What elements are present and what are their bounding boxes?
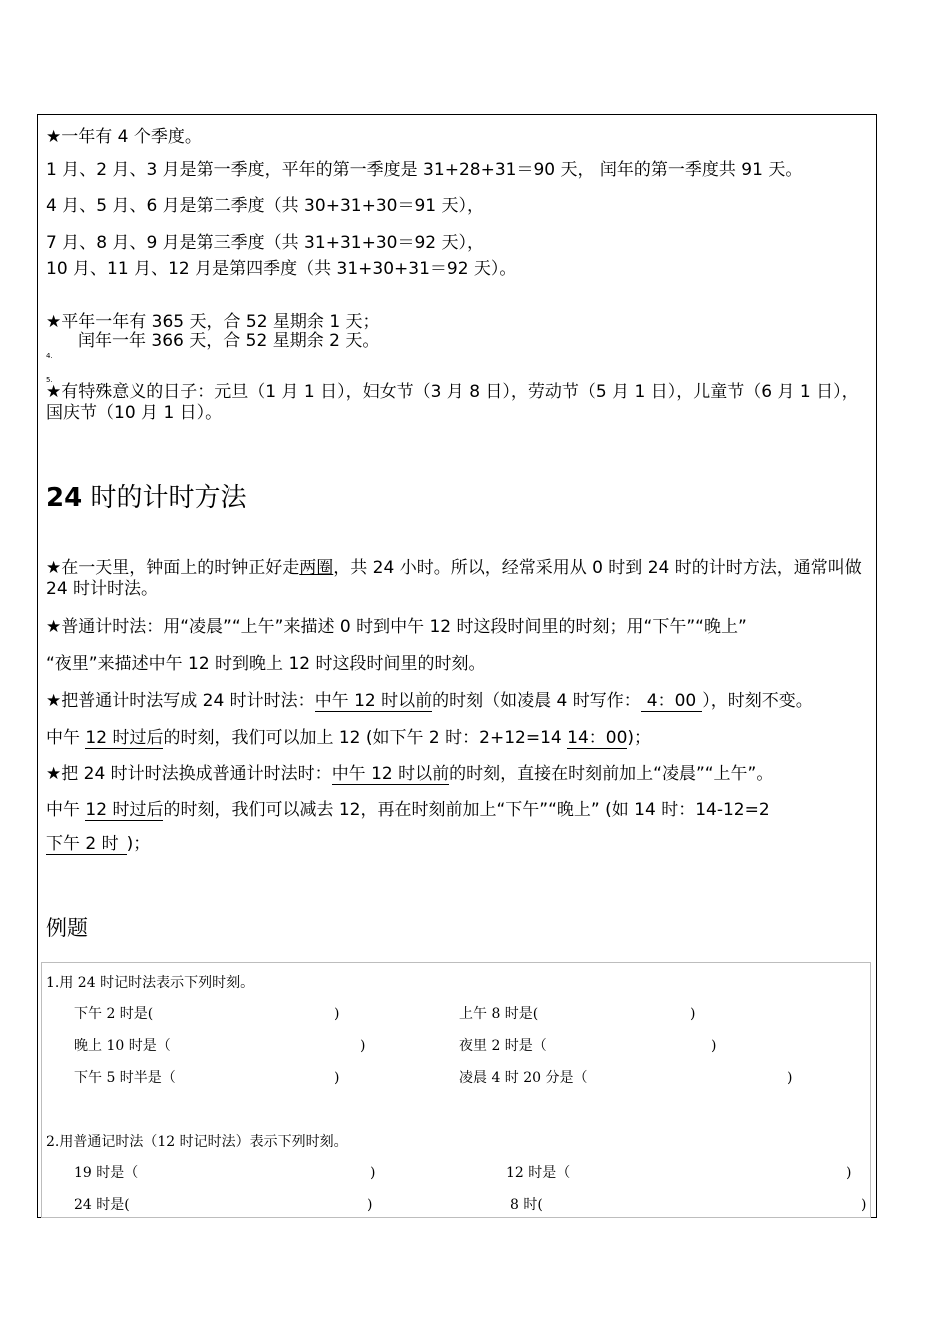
paragraph-example-result: 下午 2 时 )； xyxy=(46,834,151,854)
q2-item-1-close: ) xyxy=(370,1165,376,1181)
q2-item-4: 8 时( xyxy=(510,1197,543,1213)
q1-item-1: 下午 2 时是( xyxy=(74,1006,154,1022)
example-title: 例题 xyxy=(46,916,88,940)
paragraph-convert-to-12h: ★把 24 时计时法换成普通计时法时：中午 12 时以前的时刻，直接在时刻前加上“凌晨”“上午”。 xyxy=(46,764,774,784)
q2-item-2-close: ) xyxy=(846,1165,852,1181)
q1-item-4: 夜里 2 时是（ xyxy=(459,1038,547,1054)
q1-item-2-close: ) xyxy=(690,1006,696,1022)
q2-item-2: 12 时是（ xyxy=(506,1165,571,1181)
season-1: 1 月、2 月、3 月是第一季度，平年的第一季度是 31+28+31＝90 天， 闰年的第一季度共 91 天。 xyxy=(46,160,803,180)
q1-item-5: 下午 5 时半是（ xyxy=(74,1070,176,1086)
paragraph-add-12: 中午 12 时过后的时刻，我们可以加上 12 (如下午 2 时：2+12=14 14：00)； xyxy=(46,728,652,748)
q2-item-4-close: ) xyxy=(861,1197,867,1213)
q2-item-1: 19 时是（ xyxy=(74,1165,139,1181)
paragraph-normal-time-1: ★普通计时法：用“凌晨”“上午”来描述 0 时到中午 12 时这段时间里的时刻；用“下午”“晚上” xyxy=(46,617,747,637)
list-number-5: 5. xyxy=(46,376,53,384)
list-number-4: 4. xyxy=(46,352,53,360)
section-heading: 24 时的计时方法 xyxy=(46,483,247,513)
q1-item-6-close: ) xyxy=(787,1070,793,1086)
season-2: 4 月、5 月、6 月是第二季度（共 30+31+30＝91 天）， xyxy=(46,196,484,216)
q1-item-2: 上午 8 时是( xyxy=(459,1006,539,1022)
q1-item-6: 凌晨 4 时 20 分是（ xyxy=(459,1070,588,1086)
leap-year: 闰年一年 366 天，合 52 星期余 2 天。 xyxy=(78,331,380,351)
q1-item-4-close: ) xyxy=(711,1038,717,1054)
common-year: ★平年一年有 365 天，合 52 星期余 1 天； xyxy=(46,312,380,332)
q1-item-3-close: ) xyxy=(360,1038,366,1054)
q2-item-3-close: ) xyxy=(367,1197,373,1213)
season-3: 7 月、8 月、9 月是第三季度（共 31+31+30＝92 天）， xyxy=(46,233,484,253)
q1-item-3: 晚上 10 时是（ xyxy=(74,1038,171,1054)
question-1-title: 1.用 24 时记时法表示下列时刻。 xyxy=(46,975,255,991)
paragraph-normal-time-2: “夜里”来描述中午 12 时到晚上 12 时这段时间里的时刻。 xyxy=(46,654,486,674)
q1-item-1-close: ) xyxy=(334,1006,340,1022)
seasons-intro: ★一年有 4 个季度。 xyxy=(46,127,202,147)
q2-item-3: 24 时是( xyxy=(74,1197,130,1213)
exercise-box xyxy=(41,962,871,1218)
paragraph-convert-to-24h: ★把普通计时法写成 24 时计时法：中午 12 时以前的时刻（如凌晨 4 时写作：4：00 ），时刻不变。 xyxy=(46,691,813,711)
special-days: ★有特殊意义的日子：元旦（1 月 1 日），妇女节（3 月 8 日），劳动节（5 月 1 日），儿童节（6 月 1 日），国庆节（10 月 1 日）。 xyxy=(46,382,859,423)
season-4: 10 月、11 月、12 月是第四季度（共 31+30+31＝92 天）。 xyxy=(46,259,517,279)
paragraph-24h-intro: ★在一天里，钟面上的时钟正好走两圈，共 24 小时。所以，经常采用从 0 时到 24 时的计时方法，通常叫做 24 时计时法。 xyxy=(46,558,862,599)
question-2-title: 2.用普通记时法（12 时记时法）表示下列时刻。 xyxy=(46,1134,348,1150)
paragraph-subtract-12: 中午 12 时过后的时刻，我们可以减去 12，再在时刻前加上“下午”“晚上” (如 14 时：14-12=2 xyxy=(46,800,770,820)
q1-item-5-close: ) xyxy=(334,1070,340,1086)
